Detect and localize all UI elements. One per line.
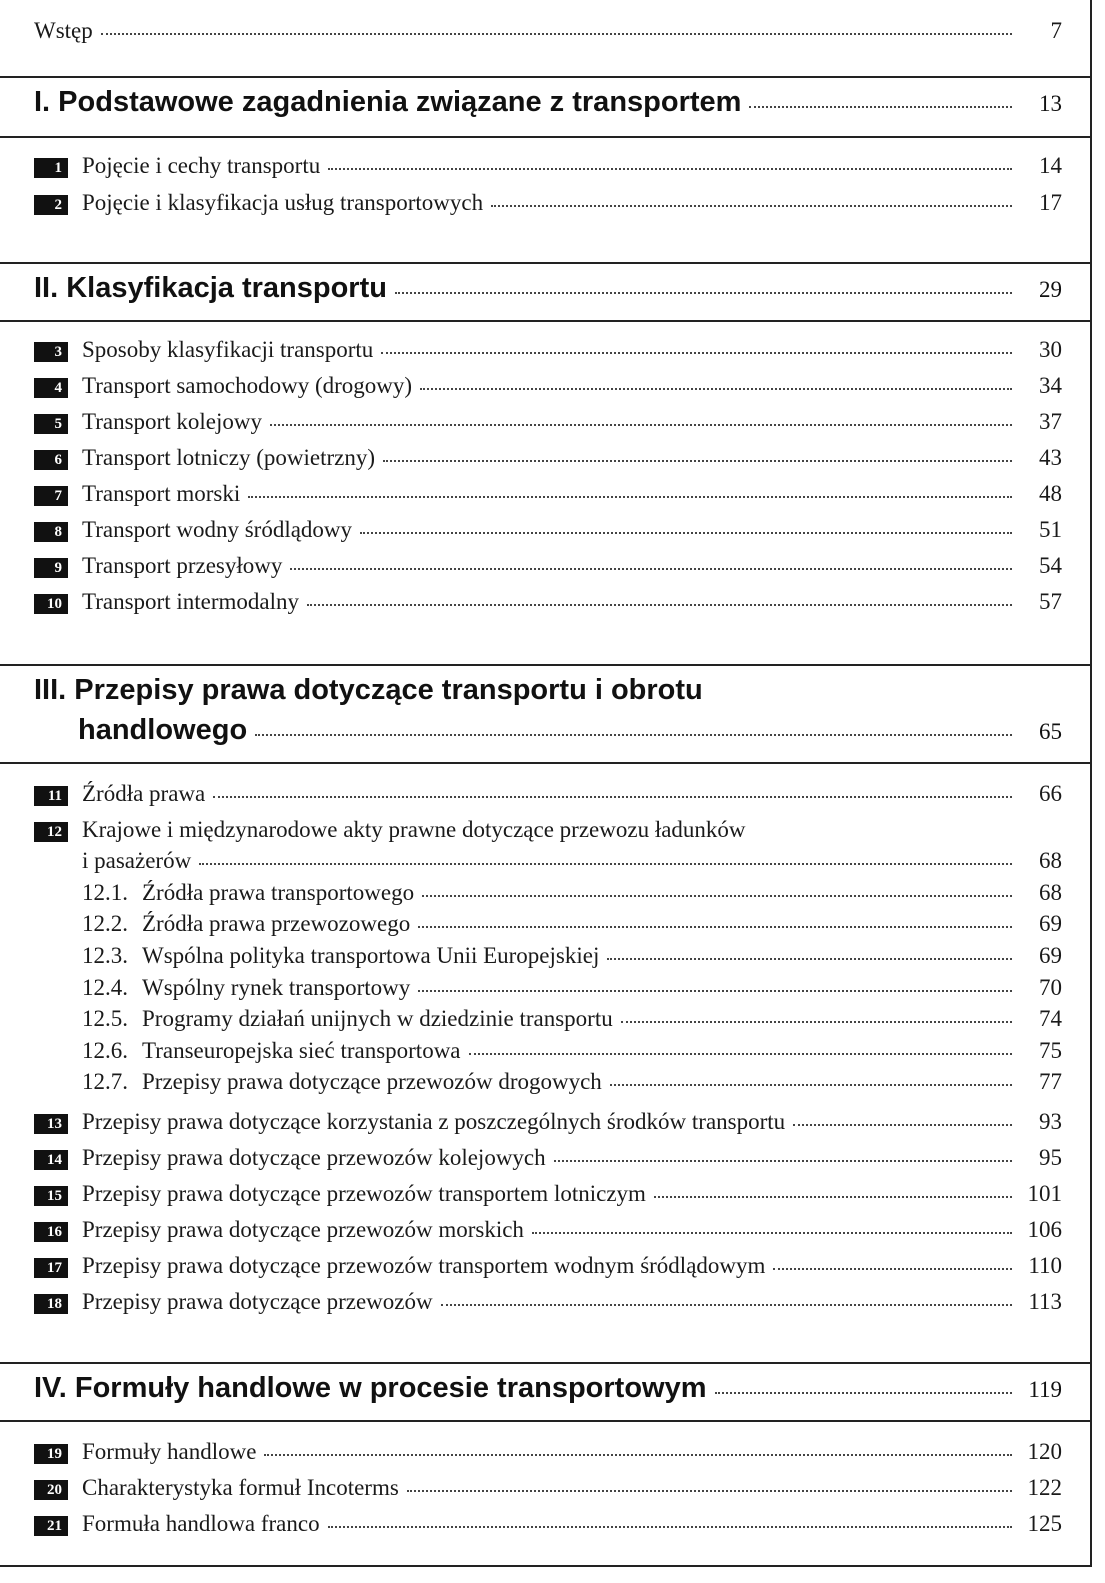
toc-entry-chapter[interactable] xyxy=(82,337,1062,363)
chapter-number-badge: 6 xyxy=(34,450,68,470)
entry-page: 69 xyxy=(1039,911,1062,936)
dot-leader xyxy=(621,1021,1012,1023)
entry-page: 68 xyxy=(1039,848,1062,873)
subsection-number: 12.2. xyxy=(82,911,128,936)
toc-entry-chapter[interactable] xyxy=(82,1109,1062,1135)
section-divider xyxy=(0,664,1090,666)
dot-leader xyxy=(554,1160,1012,1162)
chapter-number-badge: 15 xyxy=(34,1186,68,1206)
chapter-number-badge: 20 xyxy=(34,1480,68,1500)
section-divider xyxy=(0,262,1090,264)
entry-page: 70 xyxy=(1039,975,1062,1000)
entry-page: 17 xyxy=(1039,190,1062,215)
toc-entry-chapter[interactable] xyxy=(82,1511,1062,1537)
dot-leader xyxy=(381,352,1012,354)
toc-entry-chapter[interactable] xyxy=(82,1439,1062,1465)
dot-leader xyxy=(532,1232,1012,1234)
section-divider xyxy=(0,762,1090,764)
entry-page: 37 xyxy=(1039,409,1062,434)
section-page: 65 xyxy=(1039,719,1062,744)
dot-leader xyxy=(248,496,1012,498)
entry-title: Transport wodny śródlądowy xyxy=(82,517,353,542)
entry-title: Przepisy prawa dotyczące przewozów transportem lotniczym xyxy=(82,1181,646,1206)
toc-entry-chapter[interactable] xyxy=(82,1289,1062,1315)
entry-title: Źródła prawa transportowego xyxy=(142,880,415,905)
chapter-number-badge: 21 xyxy=(34,1516,68,1536)
dot-leader xyxy=(101,33,1012,35)
entry-page: 14 xyxy=(1039,153,1062,178)
toc-entry-chapter[interactable] xyxy=(82,517,1062,543)
chapter-number-badge: 19 xyxy=(34,1444,68,1464)
dot-leader xyxy=(418,990,1012,992)
subsection-number: 12.6. xyxy=(82,1038,128,1063)
section-page: 119 xyxy=(1028,1377,1062,1402)
dot-leader xyxy=(422,895,1012,897)
entry-page: 120 xyxy=(1027,1439,1062,1464)
dot-leader xyxy=(654,1196,1012,1198)
chapter-number-badge: 4 xyxy=(34,378,68,398)
entry-title: Programy działań unijnych w dziedzinie transportu xyxy=(142,1006,613,1031)
toc-entry-subsection[interactable] xyxy=(82,1038,1062,1064)
entry-page: 68 xyxy=(1039,880,1062,905)
toc-entry-chapter[interactable] xyxy=(82,781,1062,807)
toc-entry-chapter[interactable] xyxy=(82,1145,1062,1171)
toc-entry-chapter[interactable] xyxy=(82,190,1062,216)
entry-page: 43 xyxy=(1039,445,1062,470)
entry-title: Formuły handlowe xyxy=(82,1439,257,1464)
subsection-number: 12.7. xyxy=(82,1069,128,1094)
subsection-number: 12.3. xyxy=(82,943,128,968)
toc-entry-subsection[interactable] xyxy=(82,975,1062,1001)
entry-page: 69 xyxy=(1039,943,1062,968)
entry-title: Źródła prawa przewozowego xyxy=(142,911,411,936)
entry-title: Przepisy prawa dotyczące przewozów morskich xyxy=(82,1217,524,1242)
entry-page: 113 xyxy=(1028,1289,1062,1314)
section-title-line1: III. Przepisy prawa dotyczące transportu i obrotu xyxy=(34,674,703,706)
subsection-number: 12.5. xyxy=(82,1006,128,1031)
toc-entry-chapter[interactable] xyxy=(82,409,1062,435)
chapter-number-badge: 18 xyxy=(34,1294,68,1314)
entry-page: 54 xyxy=(1039,553,1062,578)
dot-leader xyxy=(607,958,1012,960)
dot-leader xyxy=(491,205,1012,207)
entry-title: Sposoby klasyfikacji transportu xyxy=(82,337,374,362)
section-page: 13 xyxy=(1039,91,1062,116)
entry-title: Pojęcie i klasyfikacja usług transportowych xyxy=(82,190,484,215)
entry-title: Wstęp xyxy=(34,18,93,43)
chapter-number-badge: 13 xyxy=(34,1114,68,1134)
chapter-number-badge: 9 xyxy=(34,558,68,578)
entry-title: Krajowe i międzynarodowe akty prawne dotyczące przewozu ładunków xyxy=(82,817,746,842)
dot-leader xyxy=(407,1490,1012,1492)
entry-title: Transport intermodalny xyxy=(82,589,299,614)
toc-entry-subsection[interactable] xyxy=(82,1006,1062,1032)
section-title: I. Podstawowe zagadnienia związane z transportem xyxy=(34,86,742,118)
chapter-number-badge: 7 xyxy=(34,486,68,506)
dot-leader xyxy=(773,1268,1012,1270)
section-title: handlowego xyxy=(78,714,248,746)
entry-page: 34 xyxy=(1039,373,1062,398)
entry-page: 48 xyxy=(1039,481,1062,506)
subsection-number: 12.1. xyxy=(82,880,128,905)
dot-leader xyxy=(307,604,1012,606)
toc-entry-subsection[interactable] xyxy=(82,911,1062,937)
entry-title: Transport samochodowy (drogowy) xyxy=(82,373,413,398)
section-divider xyxy=(0,320,1090,322)
entry-title: Transport lotniczy (powietrzny) xyxy=(82,445,375,470)
entry-title: Pojęcie i cechy transportu xyxy=(82,153,321,178)
entry-title: Wspólna polityka transportowa Unii Europejskiej xyxy=(142,943,600,968)
toc-entry-chapter[interactable] xyxy=(82,1217,1062,1243)
section-page: 29 xyxy=(1039,277,1062,302)
toc-entry-chapter[interactable] xyxy=(82,481,1062,507)
dot-leader xyxy=(264,1454,1012,1456)
toc-entry-chapter-line1[interactable] xyxy=(82,817,1062,843)
entry-page: 110 xyxy=(1028,1253,1062,1278)
entry-title: Wspólny rynek transportowy xyxy=(142,975,411,1000)
dot-leader xyxy=(395,292,1012,294)
toc-entry-chapter[interactable] xyxy=(82,373,1062,399)
chapter-number-badge: 14 xyxy=(34,1150,68,1170)
toc-entry-intro[interactable] xyxy=(34,18,1062,44)
chapter-number-badge: 10 xyxy=(34,594,68,614)
dot-leader xyxy=(793,1124,1012,1126)
entry-title: Przepisy prawa dotyczące przewozów drogowych xyxy=(142,1069,602,1094)
entry-title: i pasażerów xyxy=(82,848,192,873)
section-divider xyxy=(0,1362,1090,1364)
entry-page: 95 xyxy=(1039,1145,1062,1170)
entry-page: 7 xyxy=(1050,18,1062,43)
entry-page: 101 xyxy=(1027,1181,1062,1206)
dot-leader xyxy=(749,106,1012,108)
entry-page: 93 xyxy=(1039,1109,1062,1134)
section-divider xyxy=(0,1420,1090,1422)
dot-leader xyxy=(441,1304,1012,1306)
toc-entry-chapter[interactable] xyxy=(82,1253,1062,1279)
entry-title: Transeuropejska sieć transportowa xyxy=(142,1038,461,1063)
chapter-number-badge: 2 xyxy=(34,195,68,215)
section-heading-1[interactable] xyxy=(34,86,1062,119)
entry-page: 30 xyxy=(1039,337,1062,362)
dot-leader xyxy=(290,568,1012,570)
entry-page: 77 xyxy=(1039,1069,1062,1094)
toc-entry-chapter[interactable] xyxy=(82,848,1062,874)
section-heading-3[interactable] xyxy=(78,714,1062,747)
entry-title: Przepisy prawa dotyczące przewozów xyxy=(82,1289,433,1314)
toc-entry-chapter[interactable] xyxy=(82,553,1062,579)
entry-page: 51 xyxy=(1039,517,1062,542)
dot-leader xyxy=(360,532,1012,534)
chapter-number-badge: 8 xyxy=(34,522,68,542)
entry-title: Transport morski xyxy=(82,481,241,506)
entry-page: 106 xyxy=(1027,1217,1062,1242)
entry-page: 125 xyxy=(1027,1511,1062,1536)
entry-title: Transport przesyłowy xyxy=(82,553,283,578)
toc-entry-chapter[interactable] xyxy=(82,1475,1062,1501)
entry-title: Źródła prawa xyxy=(82,781,206,806)
dot-leader xyxy=(199,863,1012,865)
chapter-number-badge: 12 xyxy=(34,822,68,842)
toc-entry-chapter[interactable] xyxy=(82,589,1062,615)
dot-leader xyxy=(715,1392,1012,1394)
toc-entry-chapter[interactable] xyxy=(82,445,1062,471)
dot-leader xyxy=(469,1053,1012,1055)
toc-entry-chapter[interactable] xyxy=(82,1181,1062,1207)
dot-leader xyxy=(383,460,1012,462)
chapter-number-badge: 3 xyxy=(34,342,68,362)
chapter-number-badge: 16 xyxy=(34,1222,68,1242)
chapter-number-badge: 1 xyxy=(34,158,68,178)
dot-leader xyxy=(420,388,1012,390)
dot-leader xyxy=(418,926,1012,928)
entry-title: Charakterystyka formuł Incoterms xyxy=(82,1475,399,1500)
subsection-number: 12.4. xyxy=(82,975,128,1000)
toc-entry-subsection[interactable] xyxy=(82,880,1062,906)
chapter-number-badge: 5 xyxy=(34,414,68,434)
dot-leader xyxy=(328,168,1012,170)
dot-leader xyxy=(270,424,1012,426)
entry-title: Przepisy prawa dotyczące przewozów transportem wodnym śródlądowym xyxy=(82,1253,766,1278)
chapter-number-badge: 17 xyxy=(34,1258,68,1278)
section-divider xyxy=(0,76,1090,78)
section-heading-2[interactable] xyxy=(34,272,1062,305)
entry-page: 75 xyxy=(1039,1038,1062,1063)
section-heading-4[interactable] xyxy=(34,1372,1062,1405)
dot-leader xyxy=(610,1084,1012,1086)
entry-page: 57 xyxy=(1039,589,1062,614)
toc-entry-subsection[interactable] xyxy=(82,943,1062,969)
entry-page: 66 xyxy=(1039,781,1062,806)
toc-entry-subsection[interactable] xyxy=(82,1069,1062,1095)
entry-title: Transport kolejowy xyxy=(82,409,262,434)
toc-entry-chapter[interactable] xyxy=(82,153,1062,179)
section-divider xyxy=(0,136,1090,138)
dot-leader xyxy=(255,734,1012,736)
entry-title: Przepisy prawa dotyczące korzystania z poszczególnych środków transportu xyxy=(82,1109,786,1134)
dot-leader xyxy=(213,796,1012,798)
entry-title: Formuła handlowa franco xyxy=(82,1511,320,1536)
section-title: II. Klasyfikacja transportu xyxy=(34,272,387,304)
section-title: IV. Formuły handlowe w procesie transportowym xyxy=(34,1372,707,1404)
chapter-number-badge: 11 xyxy=(34,786,68,806)
entry-page: 74 xyxy=(1039,1006,1062,1031)
entry-title: Przepisy prawa dotyczące przewozów kolejowych xyxy=(82,1145,546,1170)
dot-leader xyxy=(328,1526,1012,1528)
entry-page: 122 xyxy=(1027,1475,1062,1500)
